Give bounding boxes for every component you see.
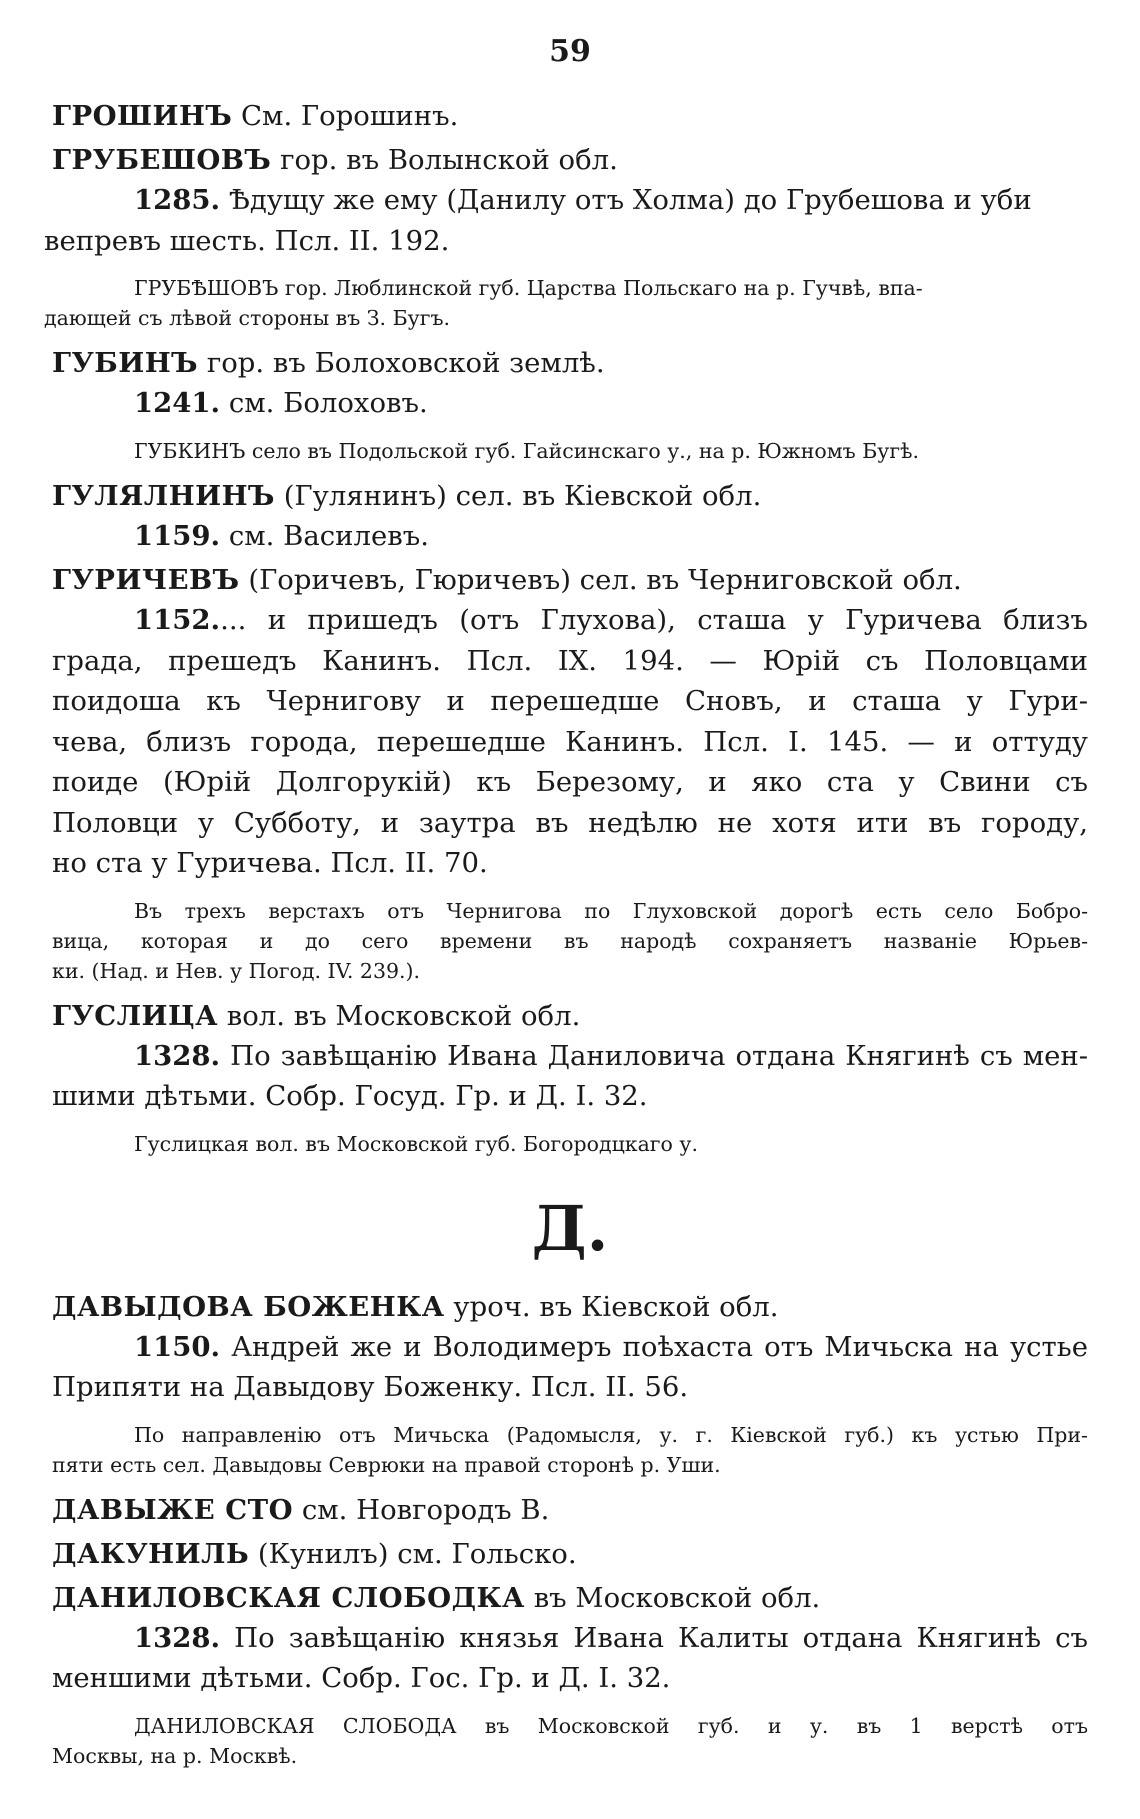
note-line: Москвы, на р. Москвѣ. [52,1743,298,1768]
entry-description: (Кунилъ) см. Гольско. [257,1537,577,1570]
note-line: ГРУБѢШОВЪ гор. Люблинской губ. Царства Польскаго на р. Гучвѣ, впа- [134,276,923,300]
editor-note [44,436,1088,466]
editor-note [44,1129,1088,1159]
chronicle-quote [52,1327,1088,1408]
editor-note [44,273,1088,333]
quote-line: Половци у Субботу, и заутра въ недѣлю не хотя ити въ городу, [52,806,1088,839]
headword: ДАКУНИЛЬ [52,1537,250,1570]
entry [52,343,1088,466]
entry-heading [52,1287,1088,1327]
entry [52,96,1088,136]
headword: ГУЛЯЛНИНЪ [52,479,275,512]
entry-heading [52,996,1088,1036]
chronicle-quote [44,383,1088,424]
entry-description: гор. въ Болоховской землѣ. [206,347,605,379]
quote-line: града, прешедъ Канинъ. Псл. IX. 194. — Юрій съ Половцами [52,644,1088,677]
headword: ДАВЫДОВА БОЖЕНКА [52,1290,445,1323]
quote-line: 1285. Ѣдущу же ему (Данилу отъ Холма) до Грубешова и уби [134,184,1032,216]
quote-year: 1328. [134,1621,221,1654]
note-line: ГУБКИНЪ село въ Подольской губ. Гайсинскаго у., на р. Южномъ Бугѣ. [134,438,919,463]
quote-line: но ста у Гуричева. Псл. II. 70. [52,847,488,879]
note-line: Въ трехъ верстахъ отъ Чернигова по Глуховской дорогѣ есть село Бобро- [134,898,1088,923]
chronicle-quote [44,516,1088,557]
editor-note [52,1711,1088,1771]
quote-line: чева, близъ города, перешедше Канинъ. Псл. I. 145. — и оттуду [52,725,1088,758]
note-line: дающей съ лѣвой стороны въ З. Бугъ. [44,306,451,330]
quote-line: 1241. см. Болоховъ. [134,387,428,419]
quote-line: меншими дѣтьми. Собр. Гос. Гр. и Д. I. 32. [52,1662,671,1694]
entry-heading [52,96,1088,136]
quote-year: 1152. [134,604,221,636]
headword: ДАВЫЖЕ СТО [52,1493,294,1526]
headword: ГУСЛИЦА [52,999,218,1032]
editor-note [52,1420,1088,1480]
quote-line: поидоша къ Чернигову и перешедше Сновъ, и сташа у Гури- [52,685,1088,717]
editor-note [52,896,1088,986]
quote-line: 1152.... и пришедъ (отъ Глухова), сташа у Гуричева близъ [134,604,1088,636]
quote-year: 1150. [134,1330,221,1363]
quote-line: 1328. По завѣщанію князья Ивана Калиты отдана Княгинѣ съ [134,1621,1088,1654]
note-line: ДАНИЛОВСКАЯ СЛОБОДА въ Московской губ. и у. въ 1 верстѣ отъ [134,1713,1088,1738]
entry-heading [52,560,1088,600]
entry [44,140,1088,333]
headword: ДАНИЛОВСКАЯ СЛОБОДКА [52,1581,525,1614]
quote-year: 1241. [134,387,221,419]
headword: ГУРИЧЕВЪ [52,564,240,596]
entry-description: уроч. въ Кіевской обл. [453,1290,779,1323]
entry-description: см. Новгородъ В. [301,1493,550,1526]
note-line: Гуслицкая вол. въ Московской губ. Богородцкаго у. [134,1131,698,1156]
quote-line: поиде (Юрій Долгорукій) къ Березому, и яко ста у Свини съ [52,766,1088,798]
quote-year: 1285. [134,184,221,216]
entry-heading [52,1534,1088,1574]
entry [52,1287,1088,1480]
entry-description: вол. въ Московской обл. [226,999,581,1032]
entry-heading [52,476,1088,516]
headword: ГУБИНЪ [52,347,199,379]
chronicle-quote [52,1036,1088,1117]
quote-line: 1150. Андрей же и Володимеръ поѣхаста отъ Мичьска на устье [134,1330,1088,1363]
entry-description: (Гулянинъ) сел. въ Кіевской обл. [283,479,762,512]
quote-line: вепревъ шесть. Псл. II. 192. [44,224,450,257]
entry-description: См. Горошинъ. [241,100,459,132]
entry-heading [52,1578,1088,1618]
note-line: пяти есть сел. Давыдовы Севрюки на правой сторонѣ р. Уши. [52,1452,721,1477]
quote-line: 1159. см. Василевъ. [134,519,429,552]
page-content [44,92,1088,1781]
entry [52,476,1088,557]
entry [52,996,1088,1159]
note-line: ки. (Над. и Нев. у Погод. IV. 239.). [52,958,421,983]
quote-line: шими дѣтьми. Собр. Госуд. Гр. и Д. I. 32. [52,1080,648,1112]
chronicle-quote [52,1618,1088,1699]
entry-heading [52,1490,1088,1530]
chronicle-quote [44,180,1088,261]
chronicle-quote [52,600,1088,884]
entry-heading [52,343,1088,383]
headword: ГРОШИНЪ [52,100,233,132]
entry-description: (Горичевъ, Гюричевъ) сел. въ Черниговской обл. [248,564,962,596]
quote-line: 1328. По завѣщанію Ивана Даниловича отдана Княгинѣ съ мен- [134,1039,1088,1072]
entry [52,1490,1088,1530]
quote-year: 1159. [134,519,221,552]
entry-heading [52,140,1088,180]
entry [52,560,1088,986]
entry-description: въ Московской обл. [533,1581,821,1614]
entry-description: гор. въ Волынской обл. [280,144,618,176]
note-line: По направленію отъ Мичьска (Радомысля, у. г. Кіевской губ.) къ устью При- [134,1422,1088,1447]
quote-year: 1328. [134,1039,221,1072]
note-line: вица, которая и до сего времени въ народѣ сохраняетъ названіе Юрьев- [52,928,1088,953]
quote-line: Припяти на Давыдову Боженку. Псл. II. 56. [52,1371,689,1403]
entry [52,1578,1088,1771]
page-number: 59 [549,34,591,69]
section-letter: Д. [531,1191,609,1265]
entry [52,1534,1088,1574]
headword: ГРУБЕШОВЪ [52,144,272,176]
